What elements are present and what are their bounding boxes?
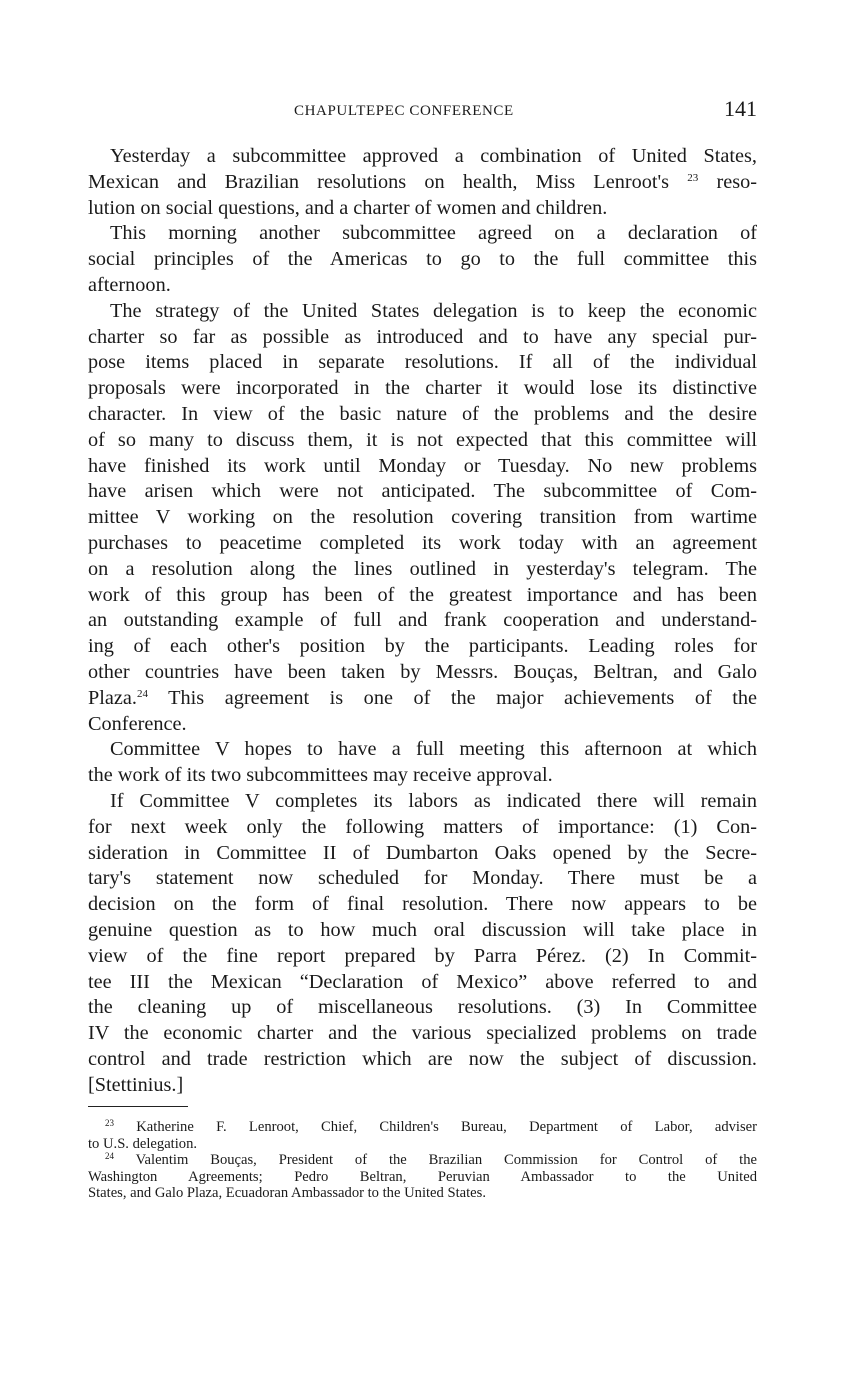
running-head — [88, 96, 757, 124]
text-line: tee III the Mexican “Declaration of Mexico” above referred to and — [88, 970, 757, 993]
text-line: purchases to peacetime completed its work today with an agreement — [88, 531, 757, 554]
text-line: [Stettinius.] — [88, 1073, 184, 1096]
text-line: an outstanding example of full and frank cooperation and understand- — [88, 609, 757, 632]
text-line: afternoon. — [88, 273, 171, 296]
text-line: Plaza.$^{24}$ This agreement is one of the major achievements of the — [88, 686, 757, 709]
paragraph — [88, 789, 757, 1099]
text-line: Conference. — [88, 712, 187, 735]
text-line: Yesterday a subcommittee approved a combination of United States, — [110, 145, 757, 167]
footnote-line: $^{23}$ Katherine F. Lenroot, Chief, Children's Bureau, Department of Labor, adviser — [105, 1119, 757, 1135]
text-line: genuine question as to how much oral discussion will take place in — [88, 918, 757, 941]
text-line: If Committee V completes its labors as indicated there will remain — [110, 789, 757, 812]
text-line: character. In view of the basic nature of the problems and the desire — [88, 402, 757, 425]
text-line: of so many to discuss them, it is not expected that this committee will — [88, 428, 757, 451]
footnotes — [88, 1119, 757, 1202]
footnote-line: States, and Galo Plaza, Ecuadoran Ambassador to the United States. — [88, 1185, 486, 1202]
body-text — [88, 144, 757, 1098]
text-line: Mexican and Brazilian resolutions on health, Miss Lenroot's $^{23}$ reso- — [88, 170, 757, 193]
text-line: the work of its two subcommittees may receive approval. — [88, 764, 553, 787]
footnote-reference: 23 — [687, 171, 699, 184]
text-line: lution on social questions, and a charter of women and children. — [88, 196, 608, 219]
footnote-line: $^{24}$ Valentim Bouças, President of the Brazilian Commission for Control of the — [105, 1152, 757, 1169]
footnote-reference: 24 — [105, 1152, 114, 1162]
text-line: This morning another subcommittee agreed on a declaration of — [110, 222, 757, 245]
footnote-reference: 23 — [105, 1119, 114, 1128]
footnote — [88, 1119, 757, 1152]
text-line: on a resolution along the lines outlined in yesterday's telegram. The — [88, 557, 757, 580]
running-title: CHAPULTEPEC CONFERENCE — [294, 103, 514, 119]
text-line: tary's statement now scheduled for Monday. There must be a — [88, 867, 757, 890]
paragraph — [88, 144, 757, 221]
paragraph — [88, 221, 757, 298]
text-line: view of the fine report prepared by Parra Pérez. (2) In Commit- — [88, 944, 757, 967]
text-line: sideration in Committee II of Dumbarton Oaks opened by the Secre- — [88, 841, 757, 864]
text-line: for next week only the following matters of importance: (1) Con- — [88, 815, 757, 838]
footnote-line: Washington Agreements; Pedro Beltran, Peruvian Ambassador to the United — [88, 1168, 757, 1185]
text-line: the cleaning up of miscellaneous resolutions. (3) In Committee — [88, 996, 757, 1019]
text-line: ing of each other's position by the participants. Leading roles for — [88, 635, 757, 658]
text-line: have finished its work until Monday or Tuesday. No new problems — [88, 454, 757, 477]
footnote-line: to U.S. delegation. — [88, 1135, 198, 1152]
footnote-rule — [88, 1106, 188, 1107]
text-line: decision on the form of final resolution. There now appears to be — [88, 893, 757, 916]
paragraph — [88, 737, 757, 789]
text-line: pose items placed in separate resolutions. If all of the individual — [88, 351, 757, 374]
footnote — [88, 1152, 757, 1202]
footnote-reference: 24 — [137, 687, 148, 700]
text-line: control and trade restriction which are now the subject of discussion. — [88, 1047, 757, 1070]
text-line: work of this group has been of the greatest importance and has been — [88, 583, 757, 606]
text-line: The strategy of the United States delegation is to keep the economic — [110, 299, 757, 322]
text-line: social principles of the Americas to go to the full committee this — [88, 248, 757, 271]
text-line: have arisen which were not anticipated. The subcommittee of Com- — [88, 480, 757, 503]
text-line: proposals were incorporated in the charter it would lose its distinctive — [88, 377, 757, 400]
page-number: 141 — [724, 96, 757, 121]
text-line: charter so far as possible as introduced and to have any special pur- — [88, 325, 757, 348]
text-line: mittee V working on the resolution covering transition from wartime — [88, 506, 757, 529]
text-line: other countries have been taken by Messrs. Bouças, Beltran, and Galo — [88, 660, 757, 683]
text-line: Committee V hopes to have a full meeting this afternoon at which — [110, 738, 757, 761]
text-line: IV the economic charter and the various specialized problems on trade — [88, 1022, 757, 1045]
paragraph — [88, 299, 757, 738]
